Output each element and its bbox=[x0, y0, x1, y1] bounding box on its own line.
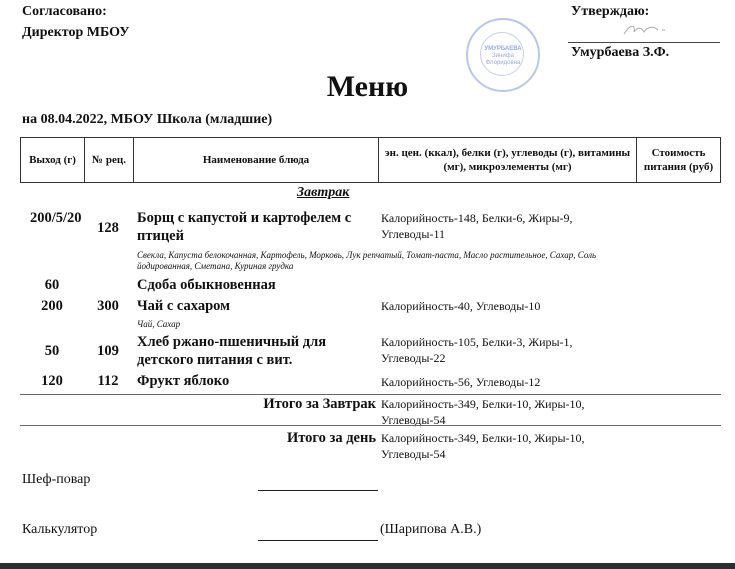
approve-signature-line bbox=[568, 42, 720, 43]
director-label: Директор МБОУ bbox=[22, 25, 130, 40]
agreed-label: Согласовано: bbox=[22, 4, 107, 19]
row-dish-name: Чай с сахаром bbox=[137, 298, 231, 314]
col-cost: Стоимость питания (руб) bbox=[637, 138, 721, 183]
row-yield: 120 bbox=[41, 373, 63, 389]
row-yield: 50 bbox=[44, 343, 60, 359]
row-yield: 60 bbox=[44, 277, 60, 293]
total-breakfast-label: Итого за Завтрак bbox=[263, 396, 376, 412]
stamp-icon: УМУРБАЕВА Зинифа Флоридовна bbox=[466, 18, 540, 92]
row-recipe: 300 bbox=[97, 298, 119, 314]
row-dish-name: Борщ с капустой и картофелем с птицей bbox=[137, 210, 352, 244]
subtitle: на 08.04.2022, МБОУ Школа (младшие) bbox=[22, 112, 273, 127]
calculator-signature-line bbox=[258, 540, 378, 541]
row-recipe: 109 bbox=[97, 343, 119, 359]
approver-name: Умурбаева З.Ф. bbox=[571, 45, 670, 60]
calculator-label: Калькулятор bbox=[22, 522, 98, 537]
page-title: Меню bbox=[326, 70, 409, 103]
row-ingredients: Чай, Сахар bbox=[137, 319, 181, 329]
calculator-name: (Шарипова А.В.) bbox=[380, 522, 482, 537]
row-dish-name: Сдоба обыкновенная bbox=[137, 277, 276, 293]
chef-signature-line bbox=[258, 490, 378, 491]
row-recipe: 112 bbox=[97, 373, 119, 389]
menu-table-header bbox=[20, 137, 721, 183]
bottom-bar bbox=[0, 563, 735, 569]
divider bbox=[20, 425, 721, 426]
approve-label: Утверждаю: bbox=[571, 4, 650, 19]
section-breakfast: Завтрак bbox=[297, 185, 350, 200]
row-ingredients: Свекла, Капуста белокочанная, Картофель, Морковь, Лук репчатый, Томат-паста, Масло растительное, Сахар, Соль йодированная, Сметана, Куриная грудка bbox=[137, 250, 597, 271]
row-recipe: 128 bbox=[97, 220, 119, 236]
col-dish: Наименование блюда bbox=[134, 138, 379, 183]
col-nutrition: эн. цен. (ккал), белки (г), углеводы (г), витамины (мг), микроэлементы (мг) bbox=[379, 138, 637, 183]
col-yield: Выход (г) bbox=[21, 138, 85, 183]
row-yield: 200/5/20 bbox=[30, 210, 82, 226]
col-recipe: № рец. bbox=[85, 138, 134, 183]
total-day-label: Итого за день bbox=[286, 430, 376, 446]
row-dish-name: Фрукт яблоко bbox=[137, 373, 230, 389]
row-yield: 200 bbox=[41, 298, 63, 314]
row-nutrition: Калорийность-40, Углеводы-10 bbox=[381, 299, 541, 313]
row-nutrition: Калорийность-105, Белки-3, Жиры-1, Углеводы-22 bbox=[381, 335, 573, 365]
signature-icon bbox=[620, 20, 670, 40]
chef-label: Шеф-повар bbox=[22, 472, 91, 487]
row-dish-name: Хлеб ржано-пшеничный для детского питания с вит. bbox=[137, 334, 327, 368]
total-breakfast-nutrition: Калорийность-349, Белки-10, Жиры-10, Углеводы-54 bbox=[381, 397, 585, 427]
row-nutrition: Калорийность-56, Углеводы-12 bbox=[381, 375, 541, 389]
total-day-nutrition: Калорийность-349, Белки-10, Жиры-10, Углеводы-54 bbox=[381, 431, 585, 461]
row-nutrition: Калорийность-148, Белки-6, Жиры-9, Углеводы-11 bbox=[381, 211, 573, 241]
